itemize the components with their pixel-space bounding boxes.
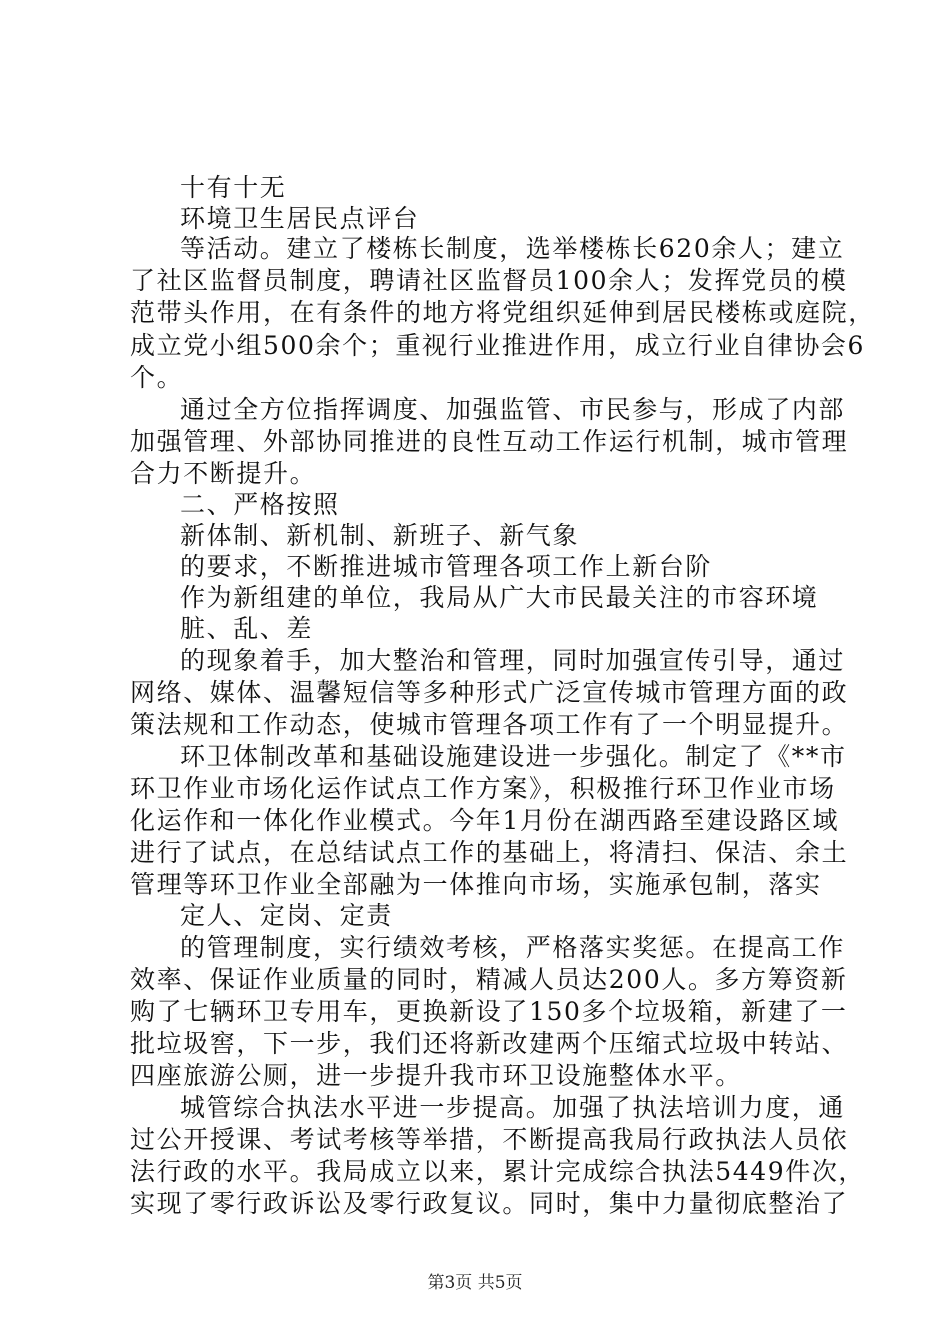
page-number-footer: 第3页 共5页 xyxy=(427,1273,523,1293)
text-line: 批垃圾窖，下一步，我们还将新改建两个压缩式垃圾中转站、 xyxy=(130,1029,849,1058)
text-line: 等活动。建立了楼栋长制度，选举楼栋长620余人；建立 xyxy=(180,234,845,263)
text-line: 合力不断提升。 xyxy=(130,459,317,488)
text-line: 效率、保证作业质量的同时，精减人员达200人。多方筹资新 xyxy=(130,965,848,994)
text-line: 策法规和工作动态，使城市管理各项工作有了一个明显提升。 xyxy=(130,710,849,739)
text-line: 城管综合执法水平进一步提高。加强了执法培训力度，通 xyxy=(180,1093,846,1122)
text-line: 进行了试点，在总结试点工作的基础上，将清扫、保洁、余土 xyxy=(130,838,849,867)
text-line: 化运作和一体化作业模式。今年1月份在湖西路至建设路区域 xyxy=(130,806,840,835)
text-line: 实现了零行政诉讼及零行政复议。同时，集中力量彻底整治了 xyxy=(130,1189,849,1218)
text-line: 管理等环卫作业全部融为一体推向市场，实施承包制，落实 xyxy=(130,870,822,899)
text-line: 购了七辆环卫专用车，更换新设了150多个垃圾箱，新建了一 xyxy=(130,997,848,1026)
text-line: 了社区监督员制度，聘请社区监督员100余人；发挥党员的模 xyxy=(130,266,848,295)
text-line: 定人、定岗、定责 xyxy=(180,901,393,930)
text-line: 网络、媒体、温馨短信等多种形式广泛宣传城市管理方面的政 xyxy=(130,678,849,707)
text-line: 范带头作用，在有条件的地方将党组织延伸到居民楼栋或庭院， xyxy=(130,298,875,327)
text-line: 十有十无 xyxy=(180,173,287,202)
text-line: 个。 xyxy=(130,363,184,392)
text-line: 的管理制度，实行绩效考核，严格落实奖惩。在提高工作 xyxy=(180,933,846,962)
text-line: 新体制、新机制、新班子、新气象 xyxy=(180,521,580,550)
text-line: 成立党小组500余个；重视行业推进作用，成立行业自律协会6 xyxy=(130,331,866,360)
text-line: 法行政的水平。我局成立以来，累计完成综合执法5449件次， xyxy=(130,1157,866,1186)
text-line: 环卫体制改革和基础设施建设进一步强化。制定了《**市 xyxy=(180,742,847,771)
text-line: 环卫作业市场化运作试点工作方案》，积极推行环卫作业市场 xyxy=(130,774,836,803)
text-line: 二、严格按照 xyxy=(180,490,340,519)
text-line: 环境卫生居民点评台 xyxy=(180,204,420,233)
text-line: 脏、乱、差 xyxy=(180,614,314,643)
text-line: 通过全方位指挥调度、加强监管、市民参与，形成了内部 xyxy=(180,395,846,424)
text-line: 的要求，不断推进城市管理各项工作上新台阶 xyxy=(180,552,713,581)
text-line: 加强管理、外部协同推进的良性互动工作运行机制，城市管理 xyxy=(130,427,849,456)
text-line: 过公开授课、考试考核等举措，不断提高我局行政执法人员依 xyxy=(130,1125,849,1154)
text-line: 的现象着手，加大整治和管理，同时加强宣传引导，通过 xyxy=(180,646,846,675)
text-line: 四座旅游公厕，进一步提升我市环卫设施整体水平。 xyxy=(130,1061,742,1090)
text-line: 作为新组建的单位，我局从广大市民最关注的市容环境 xyxy=(180,583,819,612)
